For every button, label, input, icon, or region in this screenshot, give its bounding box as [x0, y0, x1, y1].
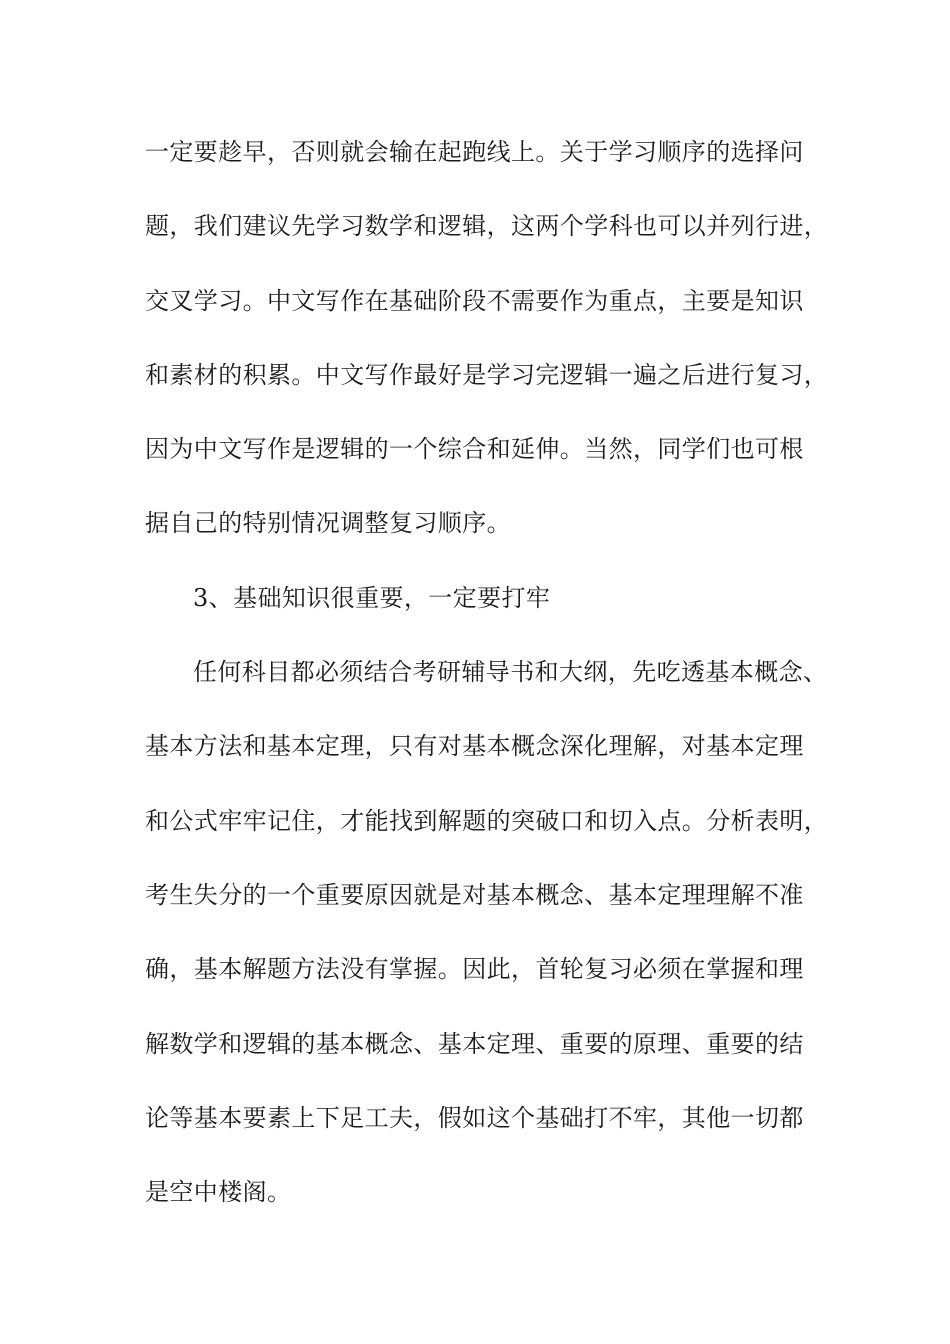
paragraph-line: 是空中楼阁。 — [145, 1178, 292, 1207]
paragraph-line: 和公式牢牢记住，才能找到解题的突破口和切入点。分析表明， — [145, 806, 829, 835]
paragraph-line: 论等基本要素上下足工夫，假如这个基础打不牢，其他一切都 — [145, 1103, 804, 1132]
paragraph-line: 任何科目都必须结合考研辅导书和大纲，先吃透基本概念、 — [193, 658, 828, 687]
paragraph-line: 和素材的积累。中文写作最好是学习完逻辑一遍之后进行复习， — [145, 360, 829, 389]
paragraph-line: 因为中文写作是逻辑的一个综合和延伸。当然，同学们也可根 — [145, 435, 804, 464]
document-body — [145, 132, 829, 1246]
paragraph-line: 题，我们建议先学习数学和逻辑，这两个学科也可以并列行进， — [145, 212, 829, 241]
paragraph-line: 交叉学习。中文写作在基础阶段不需要作为重点，主要是知识 — [145, 286, 804, 315]
section-heading: 3、基础知识很重要，一定要打牢 — [193, 583, 551, 612]
paragraph-line: 解数学和逻辑的基本概念、基本定理、重要的原理、重要的结 — [145, 1029, 804, 1058]
paragraph-line: 据自己的特别情况调整复习顺序。 — [145, 509, 511, 538]
paragraph-line: 基本方法和基本定理，只有对基本概念深化理解，对基本定理 — [145, 732, 804, 761]
paragraph-line: 确，基本解题方法没有掌握。因此，首轮复习必须在掌握和理 — [145, 955, 804, 984]
paragraph-line: 一定要趁早，否则就会输在起跑线上。关于学习顺序的选择问 — [145, 138, 804, 166]
paragraph-line: 考生失分的一个重要原因就是对基本概念、基本定理理解不准 — [145, 880, 804, 909]
